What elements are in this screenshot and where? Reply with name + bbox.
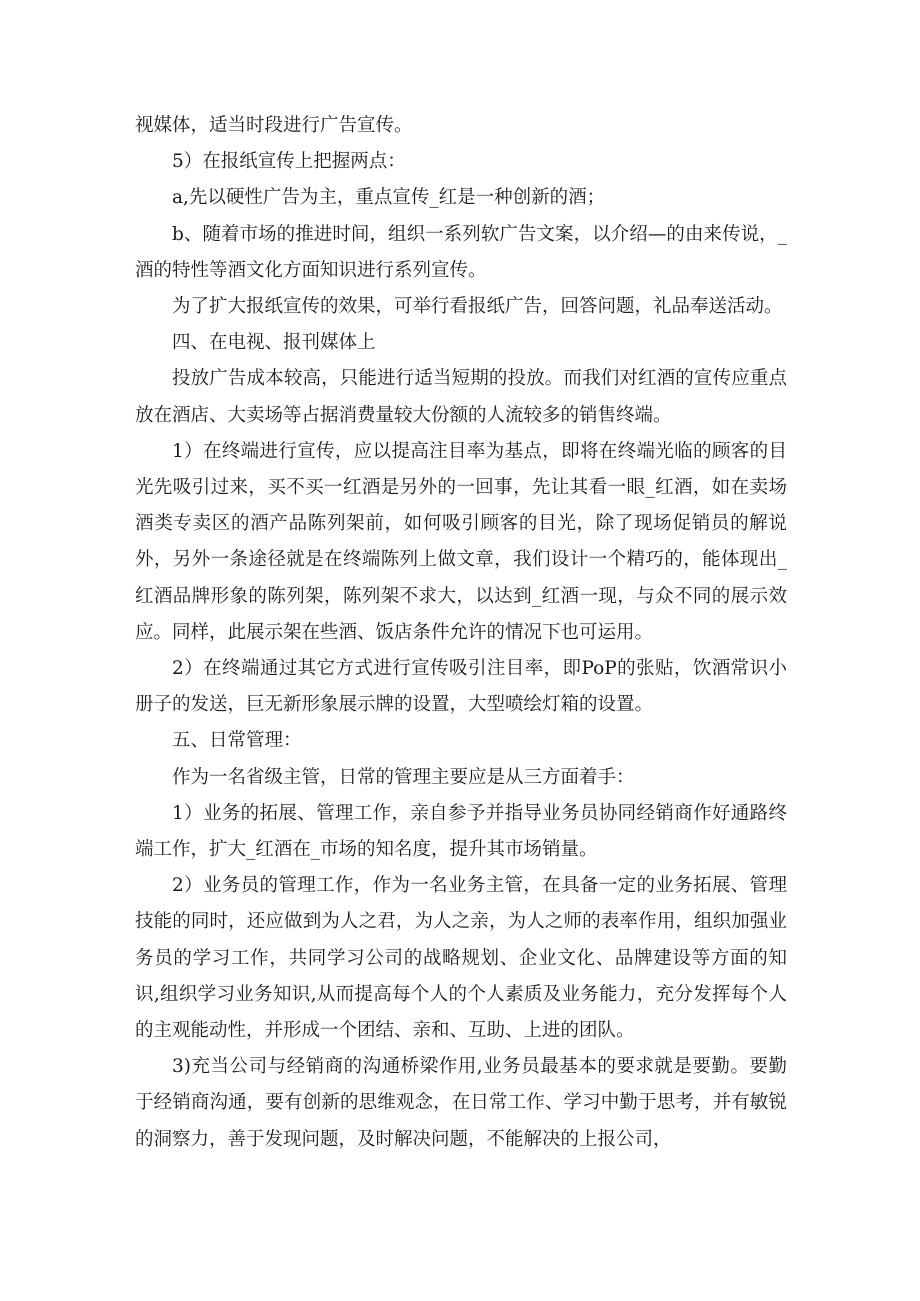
paragraph-section-4-item-1: 1）在终端进行宣传，应以提高注目率为基点，即将在终端光临的顾客的目光先吸引过来，买不买一红酒是另外的一回事，先让其看一眼_红酒，如在卖场酒类专卖区的酒产品陈列架前，如何吸引顾客的目光，除了现场促销员的解说外，另外一条途径就是在终端陈列上做文章，我们设计一个精巧的，能体现出_红酒品牌形象的陈列架，陈列架不求大，以达到_红酒一现，与众不同的展示效应。同样，此展示架在些酒、饭店条件允许的情况下也可运用。 [135, 440, 787, 643]
paragraph-newspaper-expand: 为了扩大报纸宣传的效果，可举行看报纸广告，回答问题，礼品奉送活动。 [172, 296, 783, 318]
paragraph-section-5-intro: 作为一名省级主管，日常的管理主要应是从三方面着手： [172, 766, 635, 788]
paragraph-section-5-item-2: 2）业务员的管理工作，作为一名业务主管，在具备一定的业务拓展、管理技能的同时，还应做到为人之君，为人之亲，为人之师的表率作用，组织加强业务员的学习工作，共同学习公司的战略规划、企业文化、品牌建设等方面的知识,组织学习业务知识,从而提高每个人的个人素质及业务能力，充分发挥每个人的主观能动性，并形成一个团结、亲和、互助、上进的团队。 [135, 875, 787, 1042]
section-heading-5: 五、日常管理： [172, 730, 302, 752]
document-body [135, 108, 787, 1158]
paragraph-section-4-intro: 投放广告成本较高，只能进行适当短期的投放。而我们对红酒的宣传应重点放在酒店、大卖场等占据消费量较大份额的人流较多的销售终端。 [135, 368, 787, 426]
paragraph-item-5a: a,先以硬性广告为主，重点宣传_红是一种创新的酒； [172, 187, 606, 209]
paragraph-item-5b: b、随着市场的推进时间，组织一系列软广告文案，以介绍—的由来传说，_酒的特性等酒文化方面知识进行系列宣传。 [135, 223, 787, 281]
paragraph-item-5: 5）在报纸宣传上把握两点： [172, 151, 406, 173]
paragraph-section-5-item-3: 3)充当公司与经销商的沟通桥梁作用,业务员最基本的要求就是要勤。要勤于经销商沟通，要有创新的思维观念，在日常工作、学习中勤于思考，并有敏锐的洞察力，善于发现问题，及时解决问题，不能解决的上报公司， [135, 1056, 787, 1150]
paragraph-section-5-item-1: 1）业务的拓展、管理工作，亲自参予并指导业务员协同经销商作好通路终端工作，扩大_红酒在_市场的知名度，提升其市场销量。 [135, 802, 787, 861]
paragraph-section-4-item-2: 2）在终端通过其它方式进行宣传吸引注目率，即PoP的张贴，饮酒常识小册子的发送，巨无新形象展示牌的设置，大型喷绘灯箱的设置。 [135, 658, 787, 716]
paragraph-continued: 视媒体，适当时段进行广告宣传。 [135, 115, 413, 136]
section-heading-4: 四、在电视、报刊媒体上 [172, 332, 376, 354]
